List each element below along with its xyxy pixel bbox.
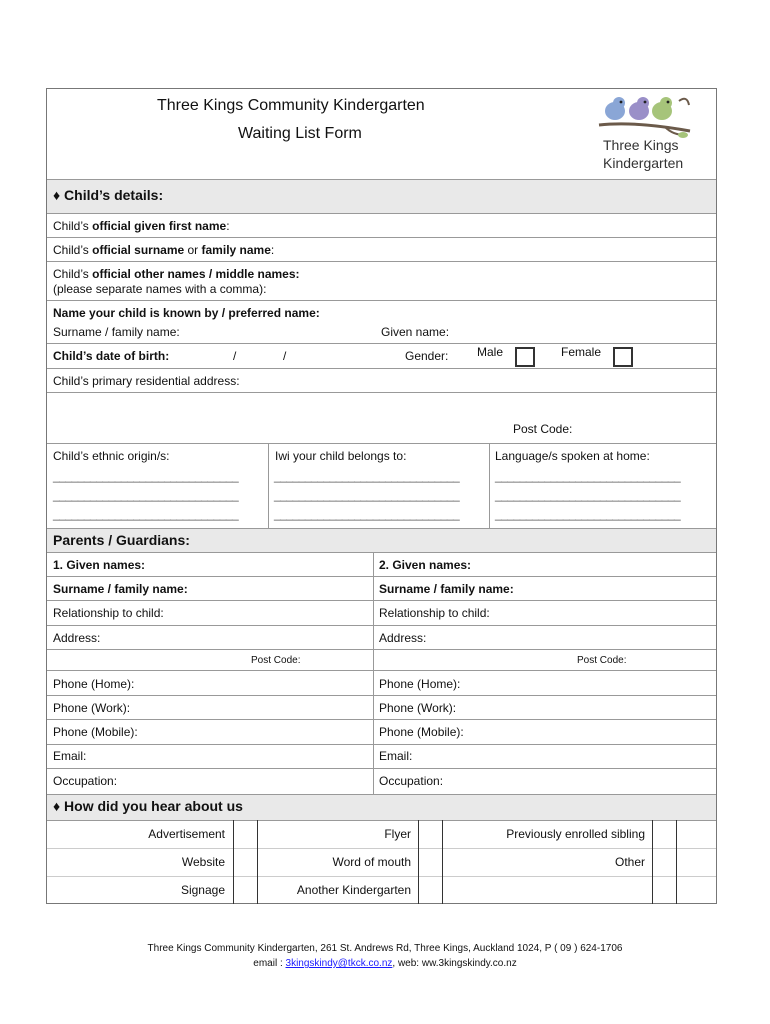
childs-details-heading: ♦ Child’s details: <box>53 187 164 203</box>
hear-word-of-mouth-checkbox[interactable] <box>419 849 442 876</box>
iwi-label: Iwi your child belongs to: <box>275 449 407 463</box>
parent2-given-names[interactable]: 2. Given names: <box>379 558 472 572</box>
ethnic-line-2[interactable]: ______________________________ <box>53 488 239 502</box>
dob-separator-1: / <box>233 349 237 363</box>
female-checkbox[interactable] <box>613 347 633 367</box>
footer-email-prefix: email : <box>253 958 286 969</box>
hear-blank-checkbox[interactable] <box>653 877 676 904</box>
hear-signage-label: Signage <box>180 883 225 897</box>
footer-email-link[interactable]: 3kingskindy@tkck.co.nz <box>285 958 393 969</box>
parent1-given-names[interactable]: 1. Given names: <box>53 558 146 572</box>
other-names-note: (please separate names with a comma): <box>53 282 267 296</box>
known-by-label: Name your child is known by / preferred name: <box>53 306 320 320</box>
parent2-phone-mobile[interactable]: Phone (Mobile): <box>379 725 464 739</box>
male-checkbox[interactable] <box>515 347 535 367</box>
language-line-3[interactable]: ______________________________ <box>495 507 681 521</box>
hear-website-label: Website <box>181 855 225 869</box>
hear-website-checkbox[interactable] <box>234 849 257 876</box>
birds-on-branch-icon <box>595 91 695 141</box>
parent2-occupation[interactable]: Occupation: <box>379 774 444 788</box>
hear-sibling-checkbox[interactable] <box>653 821 676 848</box>
parent2-phone-home[interactable]: Phone (Home): <box>379 677 461 691</box>
hear-other-checkbox[interactable] <box>653 849 676 876</box>
waiting-list-form <box>46 88 717 904</box>
hear-other-label: Other <box>614 855 645 869</box>
hear-heading: ♦ How did you hear about us <box>53 798 243 814</box>
parent1-email[interactable]: Email: <box>53 749 87 763</box>
known-given-field[interactable]: Given name: <box>381 325 450 339</box>
hear-flyer-label: Flyer <box>384 827 411 841</box>
other-names-field[interactable]: Child’s official other names / middle names: <box>53 267 300 281</box>
hear-word-of-mouth-label: Word of mouth <box>332 855 411 869</box>
footer-address: Three Kings Community Kindergarten, 261 St. Andrews Rd, Three Kings, Auckland 1024, P ( 09 ) 624-1706 <box>147 943 623 954</box>
ethnic-line-3[interactable]: ______________________________ <box>53 507 239 521</box>
hear-flyer-checkbox[interactable] <box>419 821 442 848</box>
logo-text-line1: Three Kings <box>603 137 679 153</box>
hear-sibling-label: Previously enrolled sibling <box>506 827 645 841</box>
footer-contact <box>0 958 770 969</box>
surname-field[interactable]: Child’s official surname or family name: <box>53 243 275 257</box>
parent2-surname[interactable]: Surname / family name: <box>379 582 514 596</box>
parent2-phone-work[interactable]: Phone (Work): <box>379 701 457 715</box>
hear-advertisement-checkbox[interactable] <box>234 821 257 848</box>
parent2-relationship[interactable]: Relationship to child: <box>379 606 490 620</box>
logo-text-line2: Kindergarten <box>603 155 684 171</box>
parent1-postcode[interactable]: Post Code: <box>251 655 301 666</box>
parent1-phone-home[interactable]: Phone (Home): <box>53 677 135 691</box>
hear-another-kindergarten-label: Another Kindergarten <box>296 883 411 897</box>
form-title-line1: Three Kings Community Kindergarten <box>157 97 425 114</box>
parents-heading: Parents / Guardians: <box>53 532 190 548</box>
dob-label: Child’s date of birth: <box>53 349 170 363</box>
parent1-address[interactable]: Address: <box>53 631 101 645</box>
iwi-line-2[interactable]: ______________________________ <box>274 488 460 502</box>
hear-signage-checkbox[interactable] <box>234 877 257 904</box>
ethnic-origin-label: Child’s ethnic origin/s: <box>53 449 170 463</box>
ethnic-line-1[interactable]: ______________________________ <box>53 469 239 483</box>
iwi-line-1[interactable]: ______________________________ <box>274 469 460 483</box>
gender-label: Gender: <box>405 349 449 363</box>
parent1-surname[interactable]: Surname / family name: <box>53 582 188 596</box>
parent2-email[interactable]: Email: <box>379 749 413 763</box>
dob-separator-2: / <box>283 349 287 363</box>
parent1-relationship[interactable]: Relationship to child: <box>53 606 164 620</box>
hear-another-kindergarten-checkbox[interactable] <box>419 877 442 904</box>
first-name-field[interactable]: Child’s official given first name: <box>53 219 230 233</box>
male-label: Male <box>477 345 504 359</box>
language-label: Language/s spoken at home: <box>495 449 650 463</box>
iwi-line-3[interactable]: ______________________________ <box>274 507 460 521</box>
hear-advertisement-label: Advertisement <box>148 827 225 841</box>
parent2-address[interactable]: Address: <box>379 631 427 645</box>
language-line-2[interactable]: ______________________________ <box>495 488 681 502</box>
child-postcode-label[interactable]: Post Code: <box>513 422 573 436</box>
female-label: Female <box>561 345 602 359</box>
language-line-1[interactable]: ______________________________ <box>495 469 681 483</box>
footer-web: , web: ww.3kingskindy.co.nz <box>392 958 517 969</box>
form-title-line2: Waiting List Form <box>238 125 362 142</box>
address-label[interactable]: Child’s primary residential address: <box>53 374 240 388</box>
parent2-postcode[interactable]: Post Code: <box>577 655 627 666</box>
known-surname-field[interactable]: Surname / family name: <box>53 325 180 339</box>
parent1-phone-work[interactable]: Phone (Work): <box>53 701 131 715</box>
parent1-occupation[interactable]: Occupation: <box>53 774 118 788</box>
parent1-phone-mobile[interactable]: Phone (Mobile): <box>53 725 138 739</box>
kindergarten-logo <box>595 91 695 177</box>
